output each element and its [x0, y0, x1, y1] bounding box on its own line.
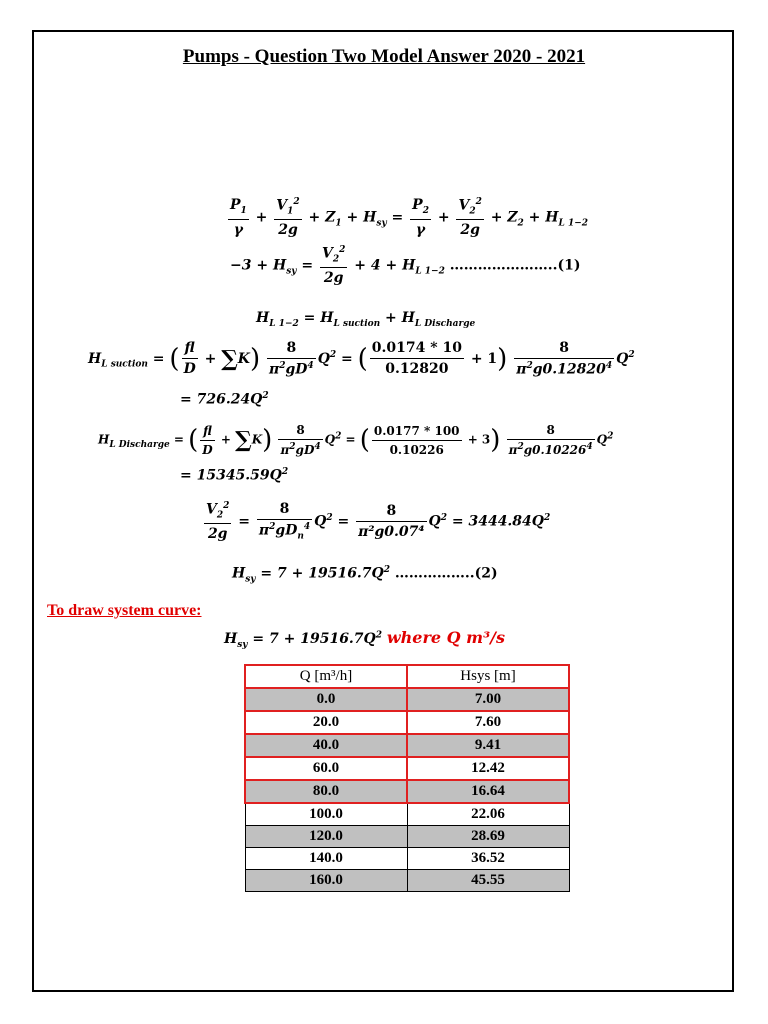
- substituted-equation: $-3 + H_{sy}$ = $\frac{V_2^2}{2g}$ + $4 + H_{L 1-2}$ …………………..(1): [230, 245, 581, 287]
- discharge-numerator: 0.0177 * 100: [372, 425, 462, 441]
- equation-number-1: (1): [557, 257, 581, 274]
- velocity-head-equation: $\frac{V_2^2}{2g}$ = $\frac{8}{\pi^2gD_n^4}$ $Q^2$ = $\frac{8}{\text{π²g0.07⁴}}$ $Q^2 = 3444.84Q^2$: [206, 501, 551, 543]
- suction-result: = $726.24Q^2$: [180, 391, 269, 408]
- discharge-k: + 3: [467, 432, 491, 447]
- table-row: 20.0 7.60: [245, 711, 569, 734]
- discharge-loss-equation: $H_{L Discharge}$ = ( $\frac{fl}{D}$ + ∑K) $\frac{8}{\pi^2gD^4}$ $Q^2$ = ( $\frac{0.0177 * 100}{0.10226}$ + 3) $\frac{8}{\pi^2g0.10226^4}$ $Q^2$: [98, 423, 614, 457]
- suction-loss-equation: $H_{L suction}$ = ( $\frac{fl}{D}$ + ∑K) $\frac{8}{\pi^2gD^4}$ $Q^2$ = ( $\frac{0.0174 * 10}{0.12820}$ + 1) $\frac{8}{\pi^2g0.12820^4}$ $Q^2$: [88, 340, 635, 378]
- discharge-denominator: 0.10226: [389, 442, 444, 457]
- velocity-denominator: π²g0.07⁴: [358, 524, 425, 541]
- system-head-equation: $H_{sy} = 7 + 19516.7Q^2$ ……………..(2): [232, 565, 498, 585]
- table-row: 100.0 22.06: [245, 803, 569, 826]
- page-title: Pumps - Question Two Model Answer 2020 - 2021: [182, 46, 586, 67]
- bernoulli-equation: $\frac{P_1}{\gamma}$ + $\frac{V_1^2}{2g}$ + $Z_1 + H_{sy}$ = $\frac{P_2}{\gamma}$ + $\frac{V_2^2}{2g}$ + $Z_2 + H_{L 1-2}$: [230, 197, 589, 239]
- table-row: 140.0 36.52: [245, 848, 569, 870]
- equation-number-2: (2): [474, 565, 498, 582]
- table-header-row: [245, 665, 569, 688]
- column-header-hsys: Hsys [m]: [407, 665, 569, 688]
- table-row: 40.0 9.41: [245, 734, 569, 757]
- table-row: 80.0 16.64: [245, 780, 569, 803]
- system-curve-table: [244, 664, 570, 892]
- table-row: 120.0 28.69: [245, 826, 569, 848]
- suction-denominator: 0.12820: [385, 361, 449, 378]
- table-row: 160.0 45.55: [245, 870, 569, 892]
- table-row: 0.0 7.00: [245, 688, 569, 711]
- suction-numerator: 0.0174 * 10: [370, 341, 464, 359]
- head-loss-sum-equation: $H_{L 1-2} = H_{L suction} + H_{L Discharge}$: [256, 310, 476, 329]
- system-curve-heading: To draw system curve:: [47, 602, 202, 619]
- velocity-result: = 3444.84Q: [451, 513, 544, 530]
- dots: …………………..: [449, 257, 558, 274]
- table-row: 60.0 12.42: [245, 757, 569, 780]
- system-curve-equation: $H_{sy} = 7 + 19516.7Q^2$ where Q m³/s: [224, 628, 505, 650]
- where-note: where Q m³/s: [386, 628, 505, 647]
- suction-k: + 1: [470, 350, 498, 367]
- column-header-q: Q [m³/h]: [245, 665, 407, 688]
- discharge-result: = $15345.59Q^2$: [180, 467, 289, 484]
